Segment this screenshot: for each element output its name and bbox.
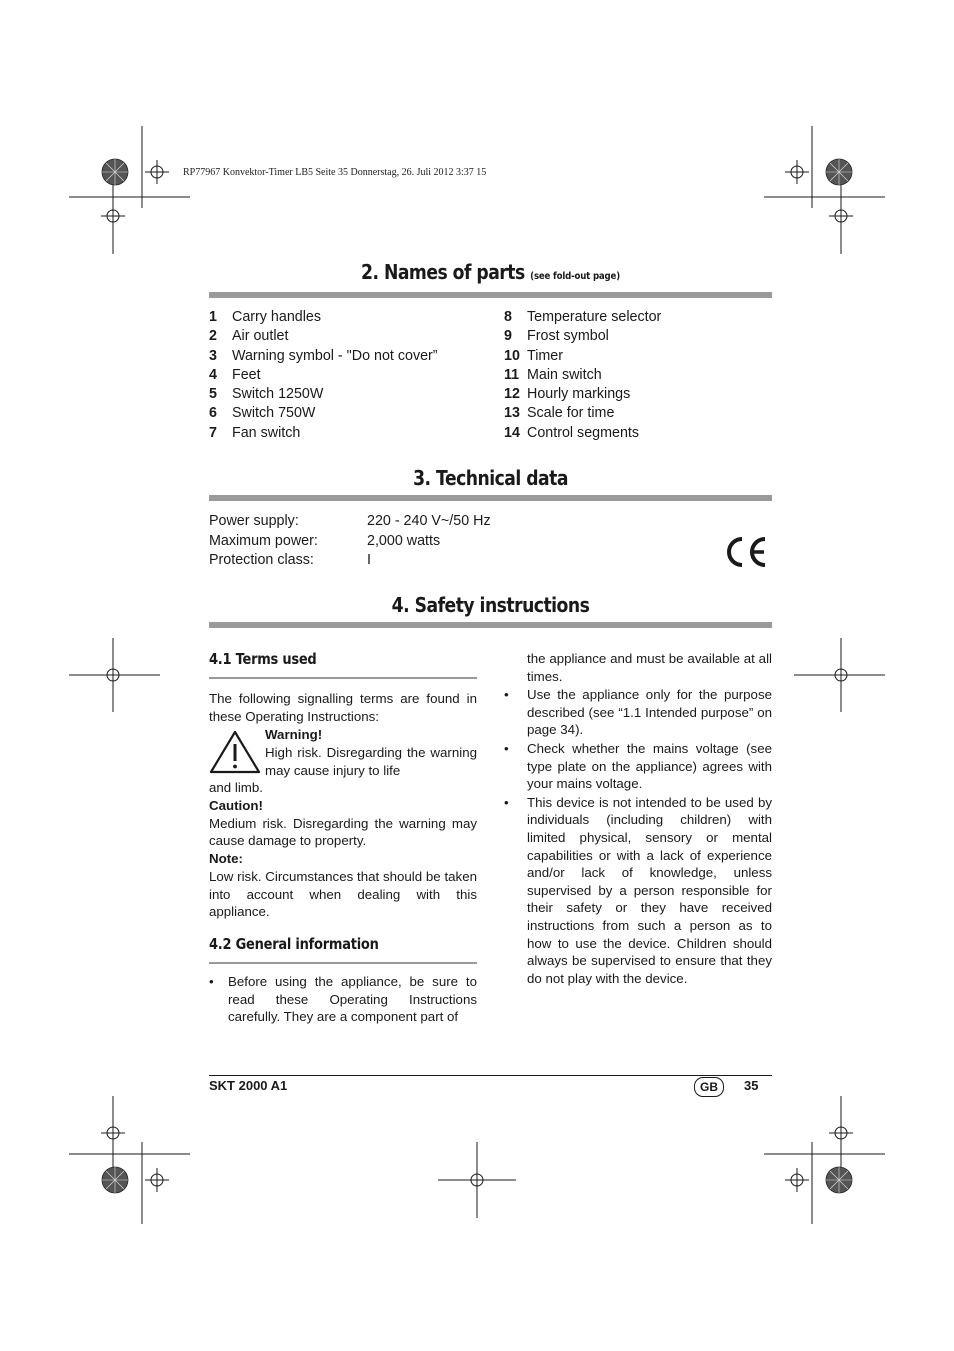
part-label: Hourly markings — [527, 386, 631, 403]
parts-list-item — [504, 385, 661, 404]
part-number: 10 — [504, 347, 520, 364]
technical-data-label: Protection class: — [209, 552, 314, 568]
parts-list-item — [504, 308, 661, 327]
section-2-heading — [248, 260, 732, 284]
technical-data-value: I — [367, 552, 371, 568]
part-number: 3 — [209, 347, 217, 364]
part-label: Main switch — [527, 366, 602, 383]
part-label: Carry handles — [232, 309, 321, 325]
parts-list-item — [504, 327, 661, 346]
section-2-note: (see fold-out page) — [530, 271, 620, 282]
section-2-title: 2. Names of parts — [361, 260, 525, 284]
part-number: 14 — [504, 424, 520, 441]
parts-list-item — [209, 366, 438, 385]
section-4-divider — [209, 622, 772, 628]
general-information-body — [209, 973, 477, 1026]
technical-data-label: Maximum power: — [209, 532, 318, 549]
safety-bullet-3: • This device is not intended to be used by individuals (including children) with limited physical, sensory or mental capabilities or with a lack of experience and/or lack of knowledge, unless supervised by a person responsible for their safety or they have received instructions from such a person as to how to use the device. Children should always be supervised to ensure that they do not play with the device. — [504, 794, 772, 988]
part-number: 11 — [504, 366, 520, 383]
parts-list-item — [504, 404, 661, 423]
part-number: 9 — [504, 328, 512, 345]
part-label: Control segments — [527, 424, 640, 441]
warning-triangle-icon — [209, 729, 261, 775]
technical-data-row — [209, 512, 491, 532]
parts-list-right — [504, 308, 661, 443]
parts-list-item — [209, 327, 438, 346]
general-information-rule — [209, 962, 477, 964]
note-label: Note: — [209, 850, 243, 866]
parts-list-item — [504, 424, 661, 443]
parts-list-item — [209, 308, 438, 327]
part-label: Scale for time — [527, 405, 615, 422]
parts-list-item — [209, 385, 438, 404]
part-number: 13 — [504, 405, 520, 422]
technical-data-row — [209, 551, 491, 571]
technical-data-label: Power supply: — [209, 513, 299, 529]
part-number: 12 — [504, 386, 520, 403]
warning-label: Warning! — [265, 727, 323, 743]
page-number: 35 — [744, 1078, 759, 1093]
part-label: Feet — [232, 366, 261, 383]
section-4-heading: 4. Safety instructions — [391, 593, 590, 617]
safety-right-column — [504, 650, 772, 987]
section-3-divider — [209, 495, 772, 501]
parts-list-item — [209, 424, 438, 443]
technical-data-table — [209, 512, 491, 571]
caution-text: Medium risk. Disregarding the warning may cause damage to property. — [209, 815, 477, 849]
part-number: 7 — [209, 424, 217, 441]
safety-bullet-2: • Check whether the mains voltage (see type plate on the appliance) agrees with your mains voltage. — [504, 740, 772, 793]
part-number: 8 — [504, 309, 512, 325]
section-3-heading: 3. Technical data — [413, 466, 568, 490]
warning-text: High risk. Disregarding the warning may cause injury to life — [265, 745, 477, 778]
parts-list-item — [209, 404, 438, 423]
parts-list-item — [504, 347, 661, 366]
note-text: Low risk. Circumstances that should be taken into account when dealing with this appliance. — [209, 868, 477, 920]
part-number: 1 — [209, 309, 217, 325]
parts-list-item — [209, 347, 438, 366]
caution-label: Caution! — [209, 797, 263, 813]
part-label: Frost symbol — [527, 328, 609, 345]
general-information-heading: 4.2 General information — [209, 935, 379, 953]
footer-model: SKT 2000 A1 — [209, 1078, 288, 1093]
part-label: Air outlet — [232, 328, 289, 345]
technical-data-value: 220 - 240 V~/50 Hz — [367, 513, 491, 529]
part-label: Temperature selector — [527, 309, 662, 325]
parts-list-item — [504, 366, 661, 385]
section-2-divider — [209, 292, 772, 298]
print-slug-line: RP77967 Konvektor-Timer LB5 Seite 35 Donnerstag, 26. Juli 2012 3:37 15 — [183, 167, 487, 178]
warning-text-tail: and limb. — [209, 780, 263, 796]
language-badge: GB — [694, 1077, 724, 1097]
terms-intro: The following signalling terms are found in these Operating Instructions: — [209, 691, 477, 724]
part-label: Fan switch — [232, 424, 301, 441]
ce-mark-icon — [724, 536, 768, 568]
part-label: Switch 750W — [232, 405, 316, 422]
part-number: 6 — [209, 405, 217, 422]
part-label: Warning symbol - "Do not cover” — [232, 347, 438, 364]
part-number: 2 — [209, 328, 217, 345]
safety-bullet-1: • Use the appliance only for the purpose described (see “1.1 Intended purpose” on page 34). — [504, 686, 772, 739]
footer-rule — [209, 1075, 772, 1076]
terms-used-body — [209, 690, 477, 921]
part-label: Timer — [527, 347, 564, 364]
part-number: 5 — [209, 386, 217, 403]
terms-used-rule — [209, 677, 477, 679]
terms-used-heading: 4.1 Terms used — [209, 650, 317, 668]
technical-data-value: 2,000 watts — [367, 532, 441, 549]
warning-block — [209, 726, 477, 779]
part-label: Switch 1250W — [232, 386, 324, 403]
parts-list-left — [209, 308, 438, 443]
technical-data-row — [209, 532, 491, 552]
general-bullet: • Before using the appliance, be sure to read these Operating Instructions carefully. They are a component part of — [209, 973, 477, 1026]
part-number: 4 — [209, 366, 217, 383]
continuation-text: the appliance and must be available at all times. — [527, 651, 772, 684]
